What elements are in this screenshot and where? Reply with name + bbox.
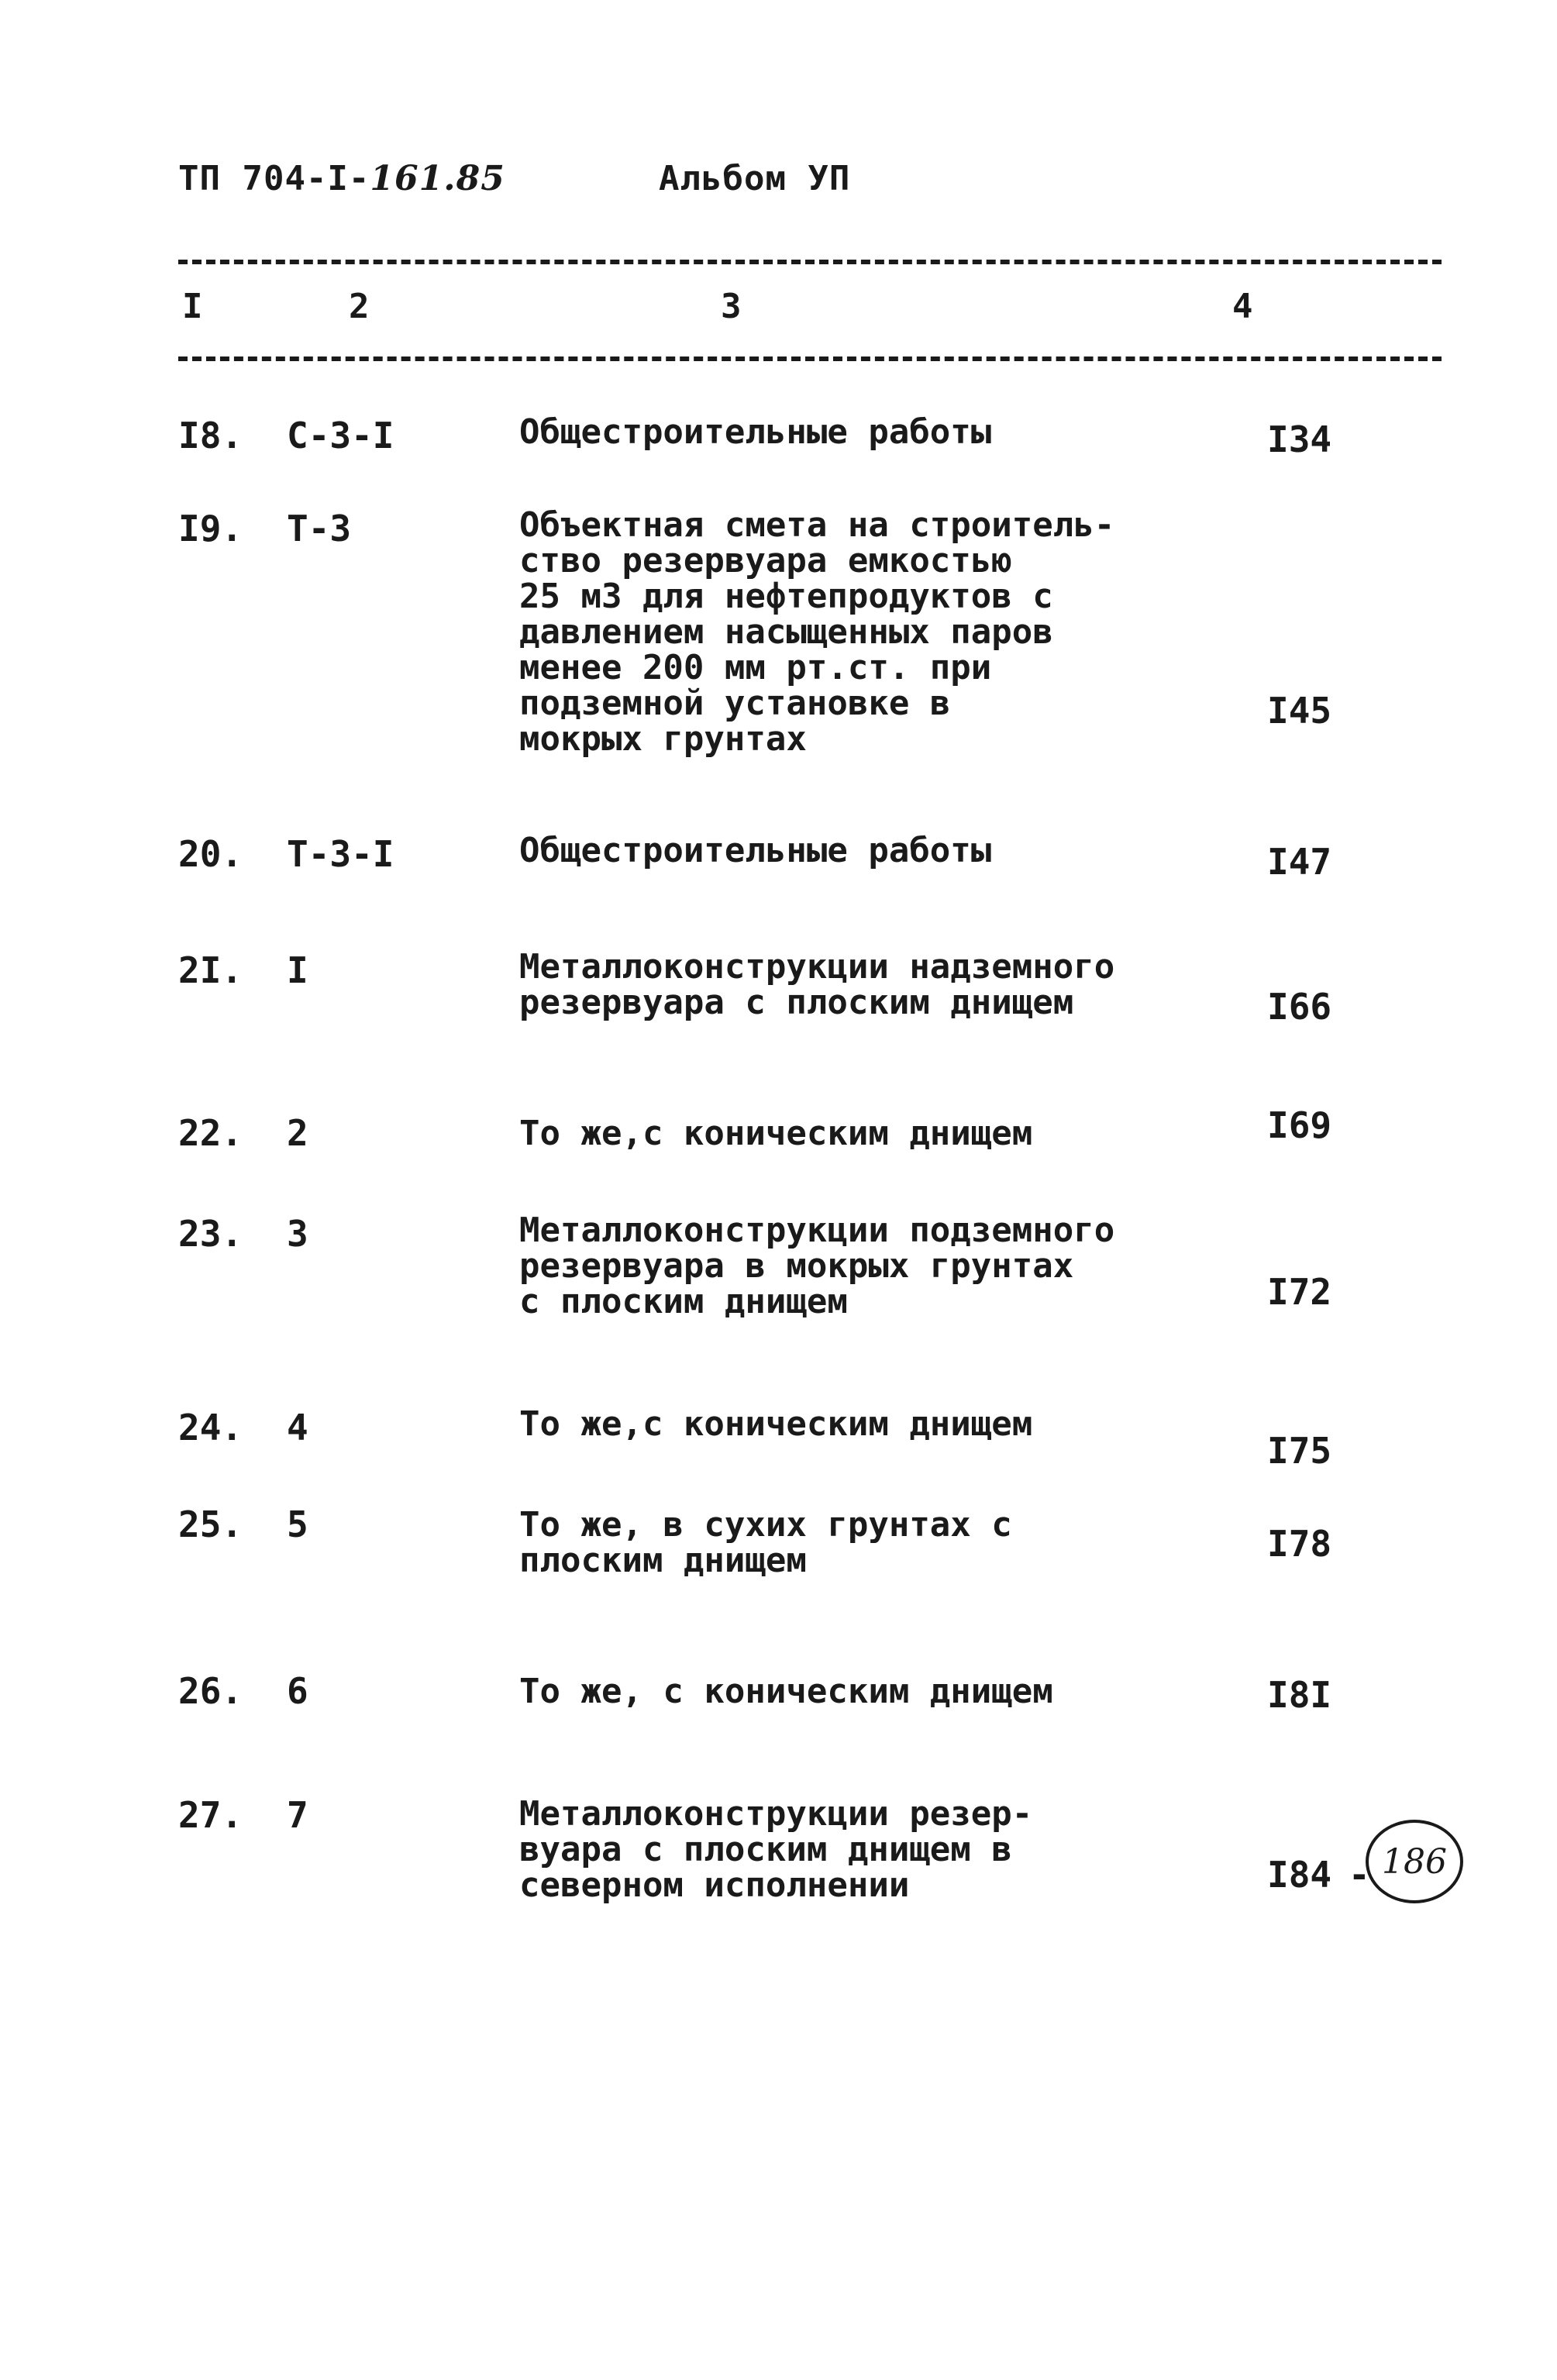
row-title: То же,с коническим днищем	[519, 1404, 1033, 1444]
row-code: 7	[287, 1794, 308, 1836]
column-header-3: 3	[721, 287, 742, 326]
header-dashed-rule	[178, 356, 1442, 361]
row-number: 26.	[178, 1670, 243, 1712]
row-number: I8.	[178, 415, 243, 456]
row-number: 2I.	[178, 949, 243, 991]
row-code: 2	[287, 1112, 308, 1154]
column-header-4: 4	[1232, 287, 1253, 326]
row-page: I47	[1267, 841, 1332, 883]
row-code: Т-3	[287, 508, 352, 549]
row-page: I84	[1267, 1854, 1332, 1896]
row-title: Общестроительные работы	[519, 831, 992, 870]
row-number: 23.	[178, 1213, 243, 1255]
row-page: I34	[1267, 418, 1332, 460]
row-page: I72	[1267, 1271, 1332, 1313]
row-title: То же, с коническим днищем	[519, 1672, 1053, 1711]
row-title: Общестроительные работы	[519, 412, 992, 452]
stamp-number: 186	[1382, 1841, 1447, 1882]
row-title: То же,с коническим днищем	[519, 1114, 1033, 1153]
document-code-handwritten: 161.85	[370, 159, 505, 198]
row-page: I69	[1267, 1104, 1332, 1146]
document-header	[178, 159, 851, 198]
album-label: Альбом УП	[659, 159, 851, 198]
row-code: 6	[287, 1670, 308, 1712]
row-number: I9.	[178, 508, 243, 549]
row-page: I45	[1267, 690, 1332, 732]
top-dashed-rule	[178, 260, 1442, 264]
row-title: То же, в сухих грунтах с плоским днищем	[519, 1505, 1012, 1580]
stamp-dash: -	[1349, 1854, 1370, 1896]
row-page: I8I	[1267, 1674, 1332, 1716]
row-page: I66	[1267, 986, 1332, 1028]
row-code: Т-3-I	[287, 833, 394, 875]
row-number: 24.	[178, 1407, 243, 1448]
row-number: 20.	[178, 833, 243, 875]
row-code: С-3-I	[287, 415, 394, 456]
row-code: I	[287, 949, 308, 991]
row-number: 25.	[178, 1503, 243, 1545]
column-header-2: 2	[349, 287, 370, 326]
document-code: ТП 704-I-	[178, 159, 370, 198]
column-header-1: I	[182, 287, 203, 326]
row-number: 27.	[178, 1794, 243, 1836]
row-title: Объектная смета на строитель- ство резервуара емкостью 25 м3 для нефтепродуктов с давлением насыщенных паров менее 200 мм рт.ст. при подземной установке в мокрых грунтах	[519, 505, 1115, 759]
row-page: I75	[1267, 1430, 1332, 1472]
row-title: Металлоконструкции надземного резервуара с плоским днищем	[519, 947, 1115, 1022]
row-code: 3	[287, 1213, 308, 1255]
row-code: 4	[287, 1407, 308, 1448]
row-number: 22.	[178, 1112, 243, 1154]
row-page: I78	[1267, 1523, 1332, 1565]
row-code: 5	[287, 1503, 308, 1545]
page-number-stamp	[1366, 1820, 1463, 1903]
row-title: Металлоконструкции подземного резервуара в мокрых грунтах с плоским днищем	[519, 1211, 1115, 1321]
row-title: Металлоконструкции резер- вуара с плоским днищем в северном исполнении	[519, 1794, 1033, 1905]
